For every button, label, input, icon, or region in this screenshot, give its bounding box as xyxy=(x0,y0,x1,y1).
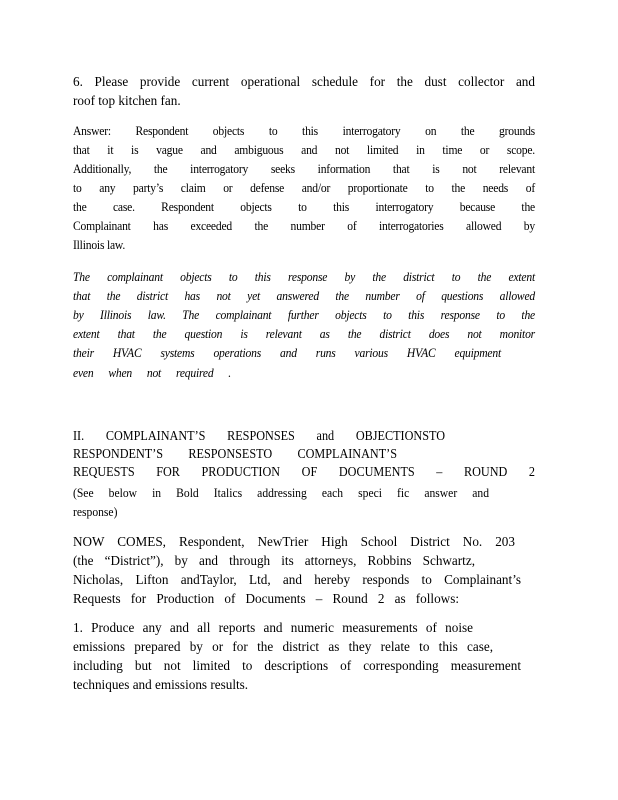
request-line: including but not limited to descriptions of corresponding measurement xyxy=(73,658,521,673)
request-line: techniques and emissions results. xyxy=(73,677,249,692)
request-line: emissions prepared by or for the district as they relate to this case, xyxy=(73,639,493,654)
answer-line: Illinois law. xyxy=(73,238,126,253)
heading-line: II. COMPLAINANT’S RESPONSES and OBJECTIONSTO xyxy=(73,428,445,444)
answer-line: that it is vague and ambiguous and not limited in time or scope. xyxy=(73,143,535,158)
intro-line: Requests for Production of Documents – Round 2 as follows: xyxy=(73,591,459,606)
heading-line: REQUESTS FOR PRODUCTION OF DOCUMENTS – ROUND 2 xyxy=(73,464,535,480)
answer-line: Additionally, the interrogatory seeks information that is not relevant xyxy=(73,162,535,177)
answer-line: to any party’s claim or defense and/or proportionate to the needs of xyxy=(73,181,535,196)
answer-line: Answer: Respondent objects to this interrogatory on the grounds xyxy=(73,124,535,139)
heading-note-line: (See below in Bold Italics addressing each speci fic answer and xyxy=(73,486,489,501)
request-line: 1. Produce any and all reports and numeric measurements of noise xyxy=(73,620,473,635)
answer-line: the case. Respondent objects to this interrogatory because the xyxy=(73,200,535,215)
objection-line: that the district has not yet answered the number of questions allowed xyxy=(73,289,535,304)
objection-line: their HVAC systems operations and runs various HVAC equipment xyxy=(73,346,501,361)
intro-line: (the “District”), by and through its attorneys, Robbins Schwartz, xyxy=(73,553,475,568)
question-6-line-2: roof top kitchen fan. xyxy=(73,93,181,108)
objection-line: even when not required . xyxy=(73,366,231,381)
objection-line: The complainant objects to this response by the district to the extent xyxy=(73,270,535,285)
answer-line: Complainant has exceeded the number of interrogatories allowed by xyxy=(73,219,535,234)
heading-note-line: response) xyxy=(73,505,118,520)
objection-line: extent that the question is relevant as the district does not monitor xyxy=(73,327,535,342)
intro-line: Nicholas, Lifton andTaylor, Ltd, and hereby responds to Complainant’s xyxy=(73,572,521,587)
heading-line: RESPONDENT’S RESPONSESTO COMPLAINANT’S xyxy=(73,446,397,462)
intro-line: NOW COMES, Respondent, NewTrier High School District No. 203 xyxy=(73,534,515,549)
question-6-line-1: 6. Please provide current operational schedule for the dust collector and xyxy=(73,74,535,89)
objection-line: by Illinois law. The complainant further objects to this response to the xyxy=(73,308,535,323)
